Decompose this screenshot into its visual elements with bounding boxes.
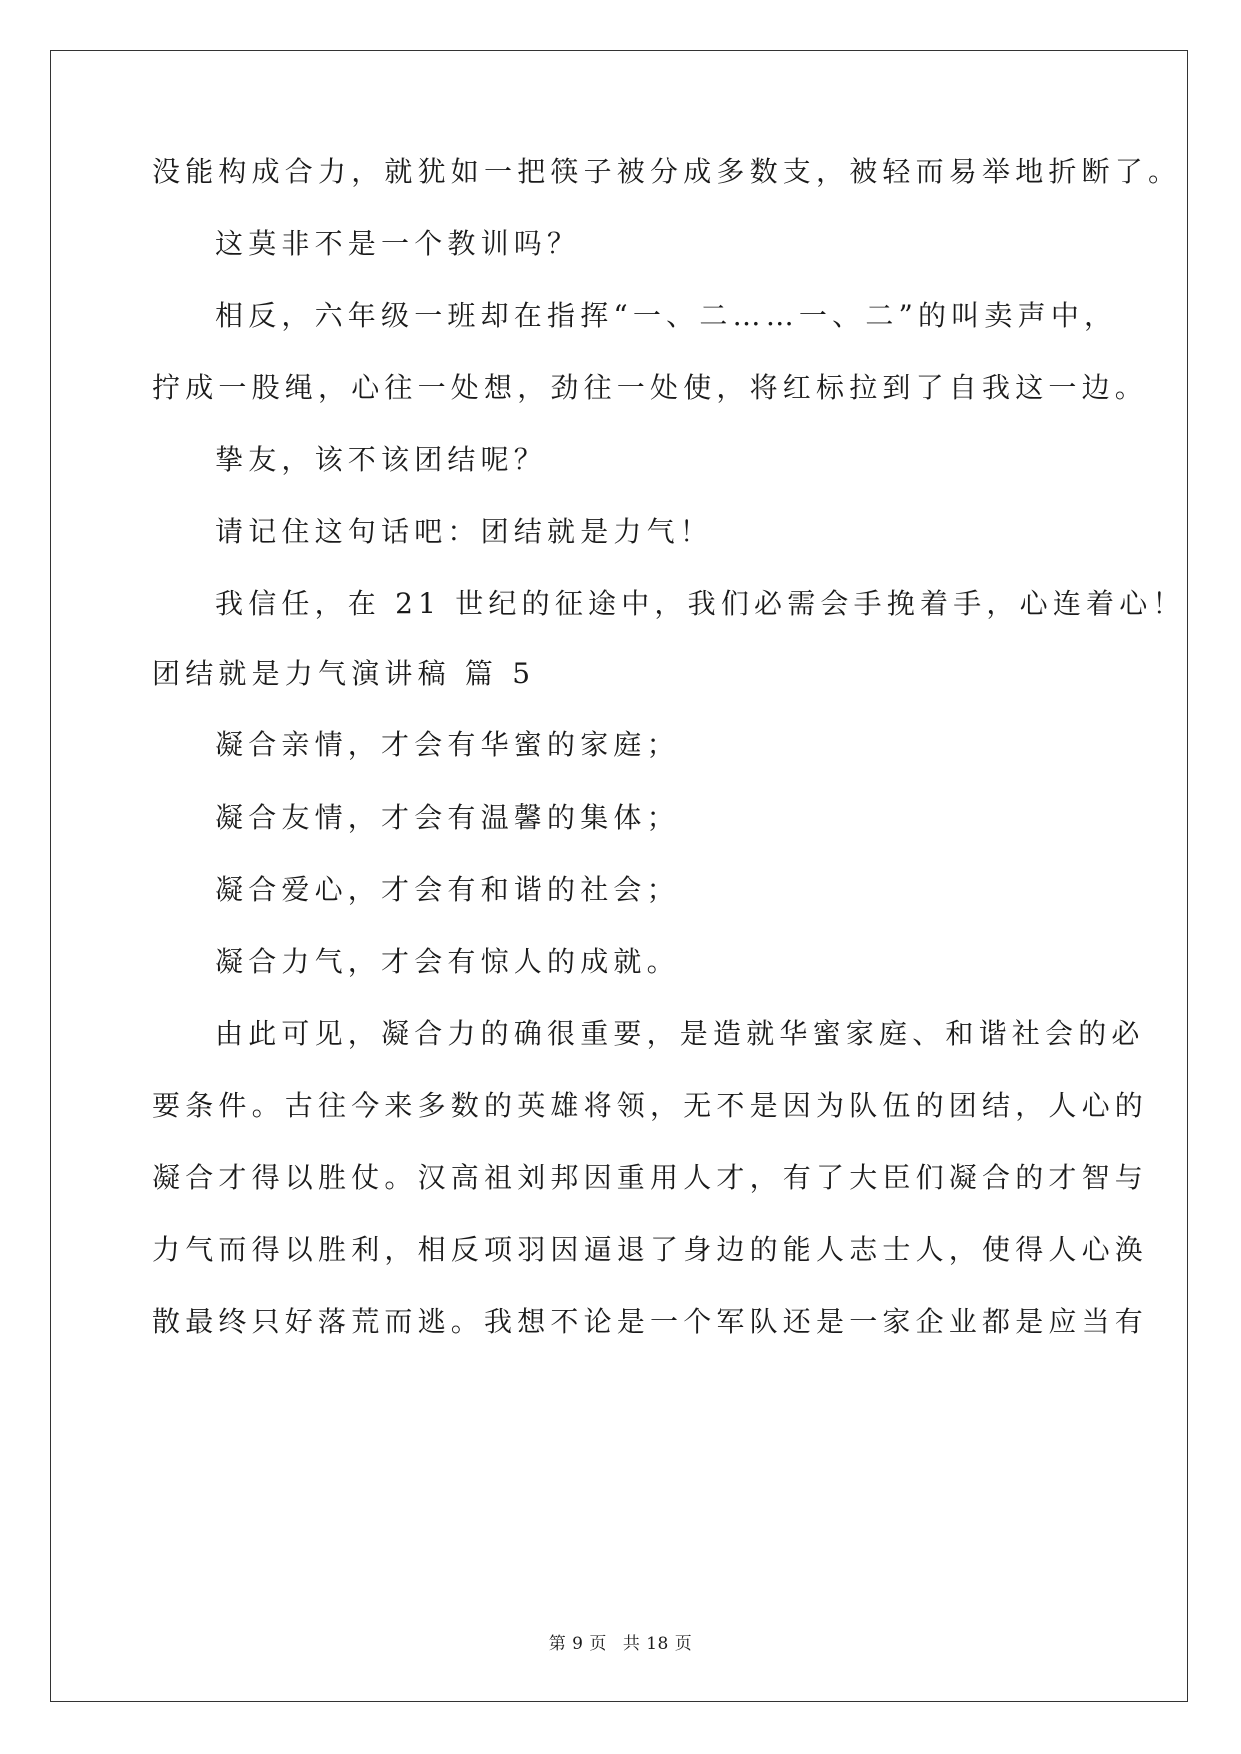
page-number: 第 9 页 [548, 1634, 607, 1654]
text-line: 凝合爱心，才会有和谐的社会； [215, 873, 680, 906]
text-line: 请记住这句话吧：团结就是力气！ [215, 515, 714, 548]
text-line: 我信任，在 21 世纪的征途中，我们必需会手挽着手，心连着心！ [215, 587, 1186, 620]
text-line: 挚友，该不该团结呢？ [215, 443, 548, 476]
text-line: 由此可见，凝合力的确很重要，是造就华蜜家庭、和谐社会的必 [215, 1017, 1145, 1050]
text-line: 凝合才得以胜仗。汉高祖刘邦因重用人才，有了大臣们凝合的才智与 [152, 1161, 1149, 1194]
page-total: 共 18 页 [622, 1634, 693, 1654]
text-line: 没能构成合力，就犹如一把筷子被分成多数支，被轻而易举地折断了。 [152, 155, 1182, 188]
text-line: 拧成一股绳，心往一处想，劲往一处使，将红标拉到了自我这一边。 [152, 371, 1149, 404]
text-line: 这莫非不是一个教训吗？ [215, 227, 581, 260]
text-line: 凝合力气，才会有惊人的成就。 [215, 945, 680, 978]
text-line: 凝合友情，才会有温馨的集体； [215, 801, 680, 834]
section-heading: 团结就是力气演讲稿 篇 5 [152, 657, 536, 690]
page-footer [0, 1633, 1241, 1655]
text-line: 要条件。古往今来多数的英雄将领，无不是因为队伍的团结，人心的 [152, 1089, 1149, 1122]
text-line: 相反，六年级一班却在指挥“一、二……一、二”的叫卖声中， [215, 299, 1118, 332]
text-line: 力气而得以胜利，相反项羽因逼退了身边的能人志士人，使得人心涣 [152, 1233, 1149, 1266]
text-line: 凝合亲情，才会有华蜜的家庭； [215, 728, 680, 761]
text-line: 散最终只好落荒而逃。我想不论是一个军队还是一家企业都是应当有 [152, 1305, 1149, 1338]
